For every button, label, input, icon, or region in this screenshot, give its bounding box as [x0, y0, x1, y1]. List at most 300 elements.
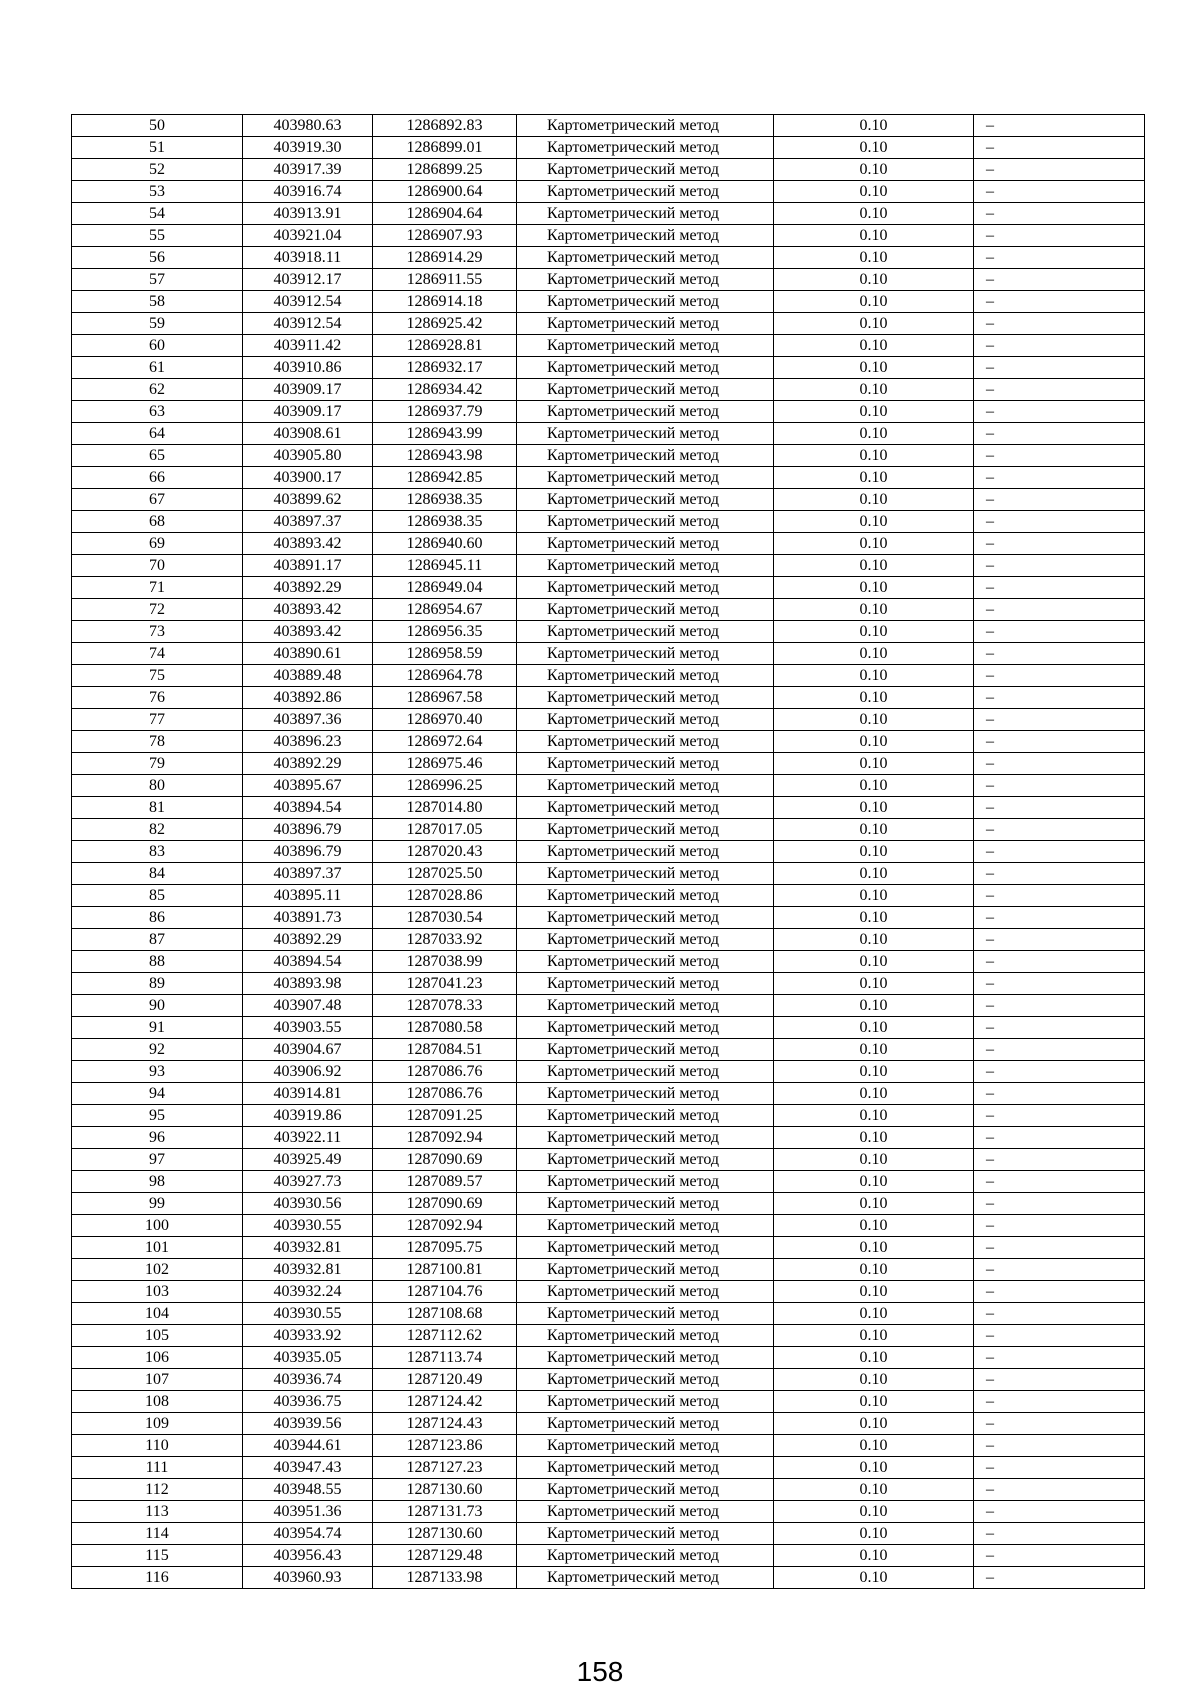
- x-coordinate-cell: 403927.73: [243, 1171, 373, 1193]
- method-cell: Картометрический метод: [517, 1523, 774, 1545]
- method-cell: Картометрический метод: [517, 401, 774, 423]
- x-coordinate-cell: 403903.55: [243, 1017, 373, 1039]
- table-row: [72, 115, 1145, 137]
- method-cell: Картометрический метод: [517, 1413, 774, 1435]
- note-cell: –: [974, 1039, 1145, 1061]
- x-coordinate-cell: 403904.67: [243, 1039, 373, 1061]
- note-cell: –: [974, 1479, 1145, 1501]
- method-cell: Картометрический метод: [517, 533, 774, 555]
- point-number-cell: 97: [72, 1149, 243, 1171]
- table-row: [72, 643, 1145, 665]
- note-cell: –: [974, 1281, 1145, 1303]
- table-row: [72, 1391, 1145, 1413]
- point-number-cell: 58: [72, 291, 243, 313]
- table-row: [72, 1479, 1145, 1501]
- point-number-cell: 64: [72, 423, 243, 445]
- x-coordinate-cell: 403917.39: [243, 159, 373, 181]
- point-number-cell: 95: [72, 1105, 243, 1127]
- point-number-cell: 61: [72, 357, 243, 379]
- accuracy-cell: 0.10: [774, 159, 974, 181]
- note-cell: –: [974, 1237, 1145, 1259]
- y-coordinate-cell: 1287041.23: [373, 973, 517, 995]
- y-coordinate-cell: 1287090.69: [373, 1193, 517, 1215]
- table-row: [72, 709, 1145, 731]
- y-coordinate-cell: 1286943.98: [373, 445, 517, 467]
- x-coordinate-cell: 403932.81: [243, 1259, 373, 1281]
- point-number-cell: 63: [72, 401, 243, 423]
- y-coordinate-cell: 1286914.29: [373, 247, 517, 269]
- x-coordinate-cell: 403909.17: [243, 401, 373, 423]
- x-coordinate-cell: 403913.91: [243, 203, 373, 225]
- table-row: [72, 1523, 1145, 1545]
- table-row: [72, 379, 1145, 401]
- point-number-cell: 116: [72, 1567, 243, 1589]
- accuracy-cell: 0.10: [774, 951, 974, 973]
- table-row: [72, 621, 1145, 643]
- table-row: [72, 1457, 1145, 1479]
- note-cell: –: [974, 1149, 1145, 1171]
- accuracy-cell: 0.10: [774, 1193, 974, 1215]
- point-number-cell: 68: [72, 511, 243, 533]
- accuracy-cell: 0.10: [774, 1303, 974, 1325]
- method-cell: Картометрический метод: [517, 709, 774, 731]
- method-cell: Картометрический метод: [517, 1501, 774, 1523]
- y-coordinate-cell: 1287078.33: [373, 995, 517, 1017]
- point-number-cell: 76: [72, 687, 243, 709]
- note-cell: –: [974, 511, 1145, 533]
- y-coordinate-cell: 1286899.01: [373, 137, 517, 159]
- table-row: [72, 1567, 1145, 1589]
- table-row: [72, 269, 1145, 291]
- method-cell: Картометрический метод: [517, 423, 774, 445]
- method-cell: Картометрический метод: [517, 1457, 774, 1479]
- note-cell: –: [974, 1127, 1145, 1149]
- note-cell: –: [974, 885, 1145, 907]
- note-cell: –: [974, 115, 1145, 137]
- y-coordinate-cell: 1286938.35: [373, 511, 517, 533]
- point-number-cell: 91: [72, 1017, 243, 1039]
- table-row: [72, 863, 1145, 885]
- y-coordinate-cell: 1287120.49: [373, 1369, 517, 1391]
- table-row: [72, 929, 1145, 951]
- y-coordinate-cell: 1287123.86: [373, 1435, 517, 1457]
- accuracy-cell: 0.10: [774, 819, 974, 841]
- method-cell: Картометрический метод: [517, 907, 774, 929]
- point-number-cell: 77: [72, 709, 243, 731]
- table-row: [72, 1193, 1145, 1215]
- note-cell: –: [974, 555, 1145, 577]
- x-coordinate-cell: 403890.61: [243, 643, 373, 665]
- point-number-cell: 50: [72, 115, 243, 137]
- x-coordinate-cell: 403896.79: [243, 819, 373, 841]
- point-number-cell: 54: [72, 203, 243, 225]
- y-coordinate-cell: 1286899.25: [373, 159, 517, 181]
- note-cell: –: [974, 1259, 1145, 1281]
- x-coordinate-cell: 403980.63: [243, 115, 373, 137]
- accuracy-cell: 0.10: [774, 885, 974, 907]
- accuracy-cell: 0.10: [774, 1369, 974, 1391]
- y-coordinate-cell: 1287089.57: [373, 1171, 517, 1193]
- x-coordinate-cell: 403905.80: [243, 445, 373, 467]
- note-cell: –: [974, 1567, 1145, 1589]
- y-coordinate-cell: 1287113.74: [373, 1347, 517, 1369]
- y-coordinate-cell: 1287014.80: [373, 797, 517, 819]
- method-cell: Картометрический метод: [517, 291, 774, 313]
- table-row: [72, 599, 1145, 621]
- note-cell: –: [974, 357, 1145, 379]
- point-number-cell: 66: [72, 467, 243, 489]
- method-cell: Картометрический метод: [517, 973, 774, 995]
- point-number-cell: 112: [72, 1479, 243, 1501]
- y-coordinate-cell: 1286975.46: [373, 753, 517, 775]
- x-coordinate-cell: 403891.17: [243, 555, 373, 577]
- y-coordinate-cell: 1286967.58: [373, 687, 517, 709]
- accuracy-cell: 0.10: [774, 1259, 974, 1281]
- method-cell: Картометрический метод: [517, 1435, 774, 1457]
- page-number: 158: [576, 1656, 624, 1687]
- x-coordinate-cell: 403894.54: [243, 797, 373, 819]
- table-row: [72, 445, 1145, 467]
- note-cell: –: [974, 1325, 1145, 1347]
- point-number-cell: 103: [72, 1281, 243, 1303]
- y-coordinate-cell: 1287033.92: [373, 929, 517, 951]
- point-number-cell: 79: [72, 753, 243, 775]
- y-coordinate-cell: 1287020.43: [373, 841, 517, 863]
- method-cell: Картометрический метод: [517, 775, 774, 797]
- x-coordinate-cell: 403948.55: [243, 1479, 373, 1501]
- note-cell: –: [974, 863, 1145, 885]
- x-coordinate-cell: 403935.05: [243, 1347, 373, 1369]
- point-number-cell: 105: [72, 1325, 243, 1347]
- table-row: [72, 335, 1145, 357]
- table-row: [72, 313, 1145, 335]
- table-row: [72, 797, 1145, 819]
- x-coordinate-cell: 403930.55: [243, 1215, 373, 1237]
- accuracy-cell: 0.10: [774, 1501, 974, 1523]
- note-cell: –: [974, 533, 1145, 555]
- y-coordinate-cell: 1286956.35: [373, 621, 517, 643]
- y-coordinate-cell: 1286904.64: [373, 203, 517, 225]
- point-number-cell: 80: [72, 775, 243, 797]
- method-cell: Картометрический метод: [517, 1237, 774, 1259]
- method-cell: Картометрический метод: [517, 115, 774, 137]
- y-coordinate-cell: 1287090.69: [373, 1149, 517, 1171]
- method-cell: Картометрический метод: [517, 599, 774, 621]
- method-cell: Картометрический метод: [517, 863, 774, 885]
- x-coordinate-cell: 403930.56: [243, 1193, 373, 1215]
- x-coordinate-cell: 403897.36: [243, 709, 373, 731]
- y-coordinate-cell: 1286954.67: [373, 599, 517, 621]
- note-cell: –: [974, 775, 1145, 797]
- method-cell: Картометрический метод: [517, 357, 774, 379]
- method-cell: Картометрический метод: [517, 1127, 774, 1149]
- note-cell: –: [974, 203, 1145, 225]
- x-coordinate-cell: 403893.42: [243, 621, 373, 643]
- point-number-cell: 84: [72, 863, 243, 885]
- method-cell: Картометрический метод: [517, 1259, 774, 1281]
- accuracy-cell: 0.10: [774, 335, 974, 357]
- table-row: [72, 159, 1145, 181]
- table-row: [72, 1369, 1145, 1391]
- y-coordinate-cell: 1287133.98: [373, 1567, 517, 1589]
- note-cell: –: [974, 335, 1145, 357]
- method-cell: Картометрический метод: [517, 1171, 774, 1193]
- y-coordinate-cell: 1286892.83: [373, 115, 517, 137]
- accuracy-cell: 0.10: [774, 1479, 974, 1501]
- table-row: [72, 1501, 1145, 1523]
- method-cell: Картометрический метод: [517, 489, 774, 511]
- point-number-cell: 86: [72, 907, 243, 929]
- method-cell: Картометрический метод: [517, 841, 774, 863]
- method-cell: Картометрический метод: [517, 951, 774, 973]
- method-cell: Картометрический метод: [517, 621, 774, 643]
- table-row: [72, 533, 1145, 555]
- method-cell: Картометрический метод: [517, 335, 774, 357]
- x-coordinate-cell: 403936.74: [243, 1369, 373, 1391]
- accuracy-cell: 0.10: [774, 643, 974, 665]
- method-cell: Картометрический метод: [517, 731, 774, 753]
- note-cell: –: [974, 401, 1145, 423]
- table-row: [72, 225, 1145, 247]
- point-number-cell: 78: [72, 731, 243, 753]
- x-coordinate-cell: 403895.67: [243, 775, 373, 797]
- accuracy-cell: 0.10: [774, 709, 974, 731]
- accuracy-cell: 0.10: [774, 1171, 974, 1193]
- note-cell: –: [974, 1413, 1145, 1435]
- x-coordinate-cell: 403936.75: [243, 1391, 373, 1413]
- method-cell: Картометрический метод: [517, 137, 774, 159]
- method-cell: Картометрический метод: [517, 1545, 774, 1567]
- method-cell: Картометрический метод: [517, 1017, 774, 1039]
- x-coordinate-cell: 403914.81: [243, 1083, 373, 1105]
- table-row: [72, 1545, 1145, 1567]
- accuracy-cell: 0.10: [774, 753, 974, 775]
- accuracy-cell: 0.10: [774, 1039, 974, 1061]
- x-coordinate-cell: 403912.54: [243, 291, 373, 313]
- point-number-cell: 60: [72, 335, 243, 357]
- y-coordinate-cell: 1286938.35: [373, 489, 517, 511]
- point-number-cell: 110: [72, 1435, 243, 1457]
- note-cell: –: [974, 313, 1145, 335]
- method-cell: Картометрический метод: [517, 577, 774, 599]
- method-cell: Картометрический метод: [517, 1193, 774, 1215]
- x-coordinate-cell: 403960.93: [243, 1567, 373, 1589]
- point-number-cell: 53: [72, 181, 243, 203]
- table-row: [72, 1061, 1145, 1083]
- point-number-cell: 99: [72, 1193, 243, 1215]
- accuracy-cell: 0.10: [774, 115, 974, 137]
- y-coordinate-cell: 1287025.50: [373, 863, 517, 885]
- accuracy-cell: 0.10: [774, 907, 974, 929]
- x-coordinate-cell: 403908.61: [243, 423, 373, 445]
- accuracy-cell: 0.10: [774, 1391, 974, 1413]
- point-number-cell: 85: [72, 885, 243, 907]
- y-coordinate-cell: 1286940.60: [373, 533, 517, 555]
- y-coordinate-cell: 1287129.48: [373, 1545, 517, 1567]
- table-row: [72, 489, 1145, 511]
- method-cell: Картометрический метод: [517, 797, 774, 819]
- method-cell: Картометрический метод: [517, 1215, 774, 1237]
- table-row: [72, 1149, 1145, 1171]
- note-cell: –: [974, 247, 1145, 269]
- table-row: [72, 951, 1145, 973]
- accuracy-cell: 0.10: [774, 797, 974, 819]
- accuracy-cell: 0.10: [774, 181, 974, 203]
- y-coordinate-cell: 1287028.86: [373, 885, 517, 907]
- y-coordinate-cell: 1286911.55: [373, 269, 517, 291]
- point-number-cell: 114: [72, 1523, 243, 1545]
- note-cell: –: [974, 599, 1145, 621]
- table-row: [72, 1105, 1145, 1127]
- accuracy-cell: 0.10: [774, 1413, 974, 1435]
- y-coordinate-cell: 1286942.85: [373, 467, 517, 489]
- method-cell: Картометрический метод: [517, 467, 774, 489]
- method-cell: Картометрический метод: [517, 665, 774, 687]
- y-coordinate-cell: 1287108.68: [373, 1303, 517, 1325]
- note-cell: –: [974, 269, 1145, 291]
- note-cell: –: [974, 1303, 1145, 1325]
- x-coordinate-cell: 403893.42: [243, 533, 373, 555]
- y-coordinate-cell: 1287104.76: [373, 1281, 517, 1303]
- method-cell: Картометрический метод: [517, 643, 774, 665]
- point-number-cell: 100: [72, 1215, 243, 1237]
- y-coordinate-cell: 1286907.93: [373, 225, 517, 247]
- point-number-cell: 55: [72, 225, 243, 247]
- point-number-cell: 52: [72, 159, 243, 181]
- accuracy-cell: 0.10: [774, 533, 974, 555]
- table-row: [72, 203, 1145, 225]
- accuracy-cell: 0.10: [774, 929, 974, 951]
- x-coordinate-cell: 403954.74: [243, 1523, 373, 1545]
- accuracy-cell: 0.10: [774, 1567, 974, 1589]
- table-row: [72, 467, 1145, 489]
- y-coordinate-cell: 1287124.43: [373, 1413, 517, 1435]
- point-number-cell: 74: [72, 643, 243, 665]
- method-cell: Картометрический метод: [517, 929, 774, 951]
- table-row: [72, 775, 1145, 797]
- y-coordinate-cell: 1287092.94: [373, 1215, 517, 1237]
- point-number-cell: 88: [72, 951, 243, 973]
- y-coordinate-cell: 1287130.60: [373, 1523, 517, 1545]
- method-cell: Картометрический метод: [517, 995, 774, 1017]
- x-coordinate-cell: 403932.24: [243, 1281, 373, 1303]
- table-row: [72, 819, 1145, 841]
- y-coordinate-cell: 1287091.25: [373, 1105, 517, 1127]
- y-coordinate-cell: 1286937.79: [373, 401, 517, 423]
- accuracy-cell: 0.10: [774, 1127, 974, 1149]
- y-coordinate-cell: 1286928.81: [373, 335, 517, 357]
- accuracy-cell: 0.10: [774, 1061, 974, 1083]
- note-cell: –: [974, 687, 1145, 709]
- x-coordinate-cell: 403889.48: [243, 665, 373, 687]
- table-row: [72, 907, 1145, 929]
- y-coordinate-cell: 1287038.99: [373, 951, 517, 973]
- method-cell: Картометрический метод: [517, 379, 774, 401]
- accuracy-cell: 0.10: [774, 1545, 974, 1567]
- y-coordinate-cell: 1287017.05: [373, 819, 517, 841]
- point-number-cell: 72: [72, 599, 243, 621]
- note-cell: –: [974, 181, 1145, 203]
- x-coordinate-cell: 403892.86: [243, 687, 373, 709]
- accuracy-cell: 0.10: [774, 1347, 974, 1369]
- method-cell: Картометрический метод: [517, 181, 774, 203]
- table-row: [72, 731, 1145, 753]
- point-number-cell: 102: [72, 1259, 243, 1281]
- accuracy-cell: 0.10: [774, 731, 974, 753]
- note-cell: –: [974, 1215, 1145, 1237]
- table-row: [72, 1347, 1145, 1369]
- accuracy-cell: 0.10: [774, 841, 974, 863]
- note-cell: –: [974, 643, 1145, 665]
- note-cell: –: [974, 929, 1145, 951]
- method-cell: Картометрический метод: [517, 687, 774, 709]
- note-cell: –: [974, 489, 1145, 511]
- point-number-cell: 96: [72, 1127, 243, 1149]
- x-coordinate-cell: 403894.54: [243, 951, 373, 973]
- accuracy-cell: 0.10: [774, 247, 974, 269]
- accuracy-cell: 0.10: [774, 863, 974, 885]
- accuracy-cell: 0.10: [774, 555, 974, 577]
- x-coordinate-cell: 403910.86: [243, 357, 373, 379]
- method-cell: Картометрический метод: [517, 1281, 774, 1303]
- accuracy-cell: 0.10: [774, 1435, 974, 1457]
- method-cell: Картометрический метод: [517, 753, 774, 775]
- y-coordinate-cell: 1287030.54: [373, 907, 517, 929]
- note-cell: –: [974, 841, 1145, 863]
- table-row: [72, 423, 1145, 445]
- table-row: [72, 1171, 1145, 1193]
- table-row: [72, 1435, 1145, 1457]
- note-cell: –: [974, 1105, 1145, 1127]
- y-coordinate-cell: 1286925.42: [373, 313, 517, 335]
- table-row: [72, 841, 1145, 863]
- note-cell: –: [974, 1347, 1145, 1369]
- method-cell: Картометрический метод: [517, 159, 774, 181]
- x-coordinate-cell: 403916.74: [243, 181, 373, 203]
- note-cell: –: [974, 973, 1145, 995]
- x-coordinate-cell: 403900.17: [243, 467, 373, 489]
- accuracy-cell: 0.10: [774, 313, 974, 335]
- y-coordinate-cell: 1287092.94: [373, 1127, 517, 1149]
- point-number-cell: 115: [72, 1545, 243, 1567]
- table-row: [72, 687, 1145, 709]
- coordinates-table-body: [72, 115, 1145, 1589]
- accuracy-cell: 0.10: [774, 599, 974, 621]
- point-number-cell: 81: [72, 797, 243, 819]
- table-row: [72, 1303, 1145, 1325]
- table-row: [72, 1127, 1145, 1149]
- method-cell: Картометрический метод: [517, 247, 774, 269]
- note-cell: –: [974, 1193, 1145, 1215]
- table-row: [72, 555, 1145, 577]
- x-coordinate-cell: 403911.42: [243, 335, 373, 357]
- note-cell: –: [974, 159, 1145, 181]
- accuracy-cell: 0.10: [774, 511, 974, 533]
- method-cell: Картометрический метод: [517, 313, 774, 335]
- x-coordinate-cell: 403932.81: [243, 1237, 373, 1259]
- y-coordinate-cell: 1286900.64: [373, 181, 517, 203]
- x-coordinate-cell: 403899.62: [243, 489, 373, 511]
- y-coordinate-cell: 1286970.40: [373, 709, 517, 731]
- accuracy-cell: 0.10: [774, 291, 974, 313]
- method-cell: Картометрический метод: [517, 555, 774, 577]
- accuracy-cell: 0.10: [774, 203, 974, 225]
- note-cell: –: [974, 423, 1145, 445]
- table-row: [72, 401, 1145, 423]
- x-coordinate-cell: 403897.37: [243, 511, 373, 533]
- accuracy-cell: 0.10: [774, 1149, 974, 1171]
- note-cell: –: [974, 1501, 1145, 1523]
